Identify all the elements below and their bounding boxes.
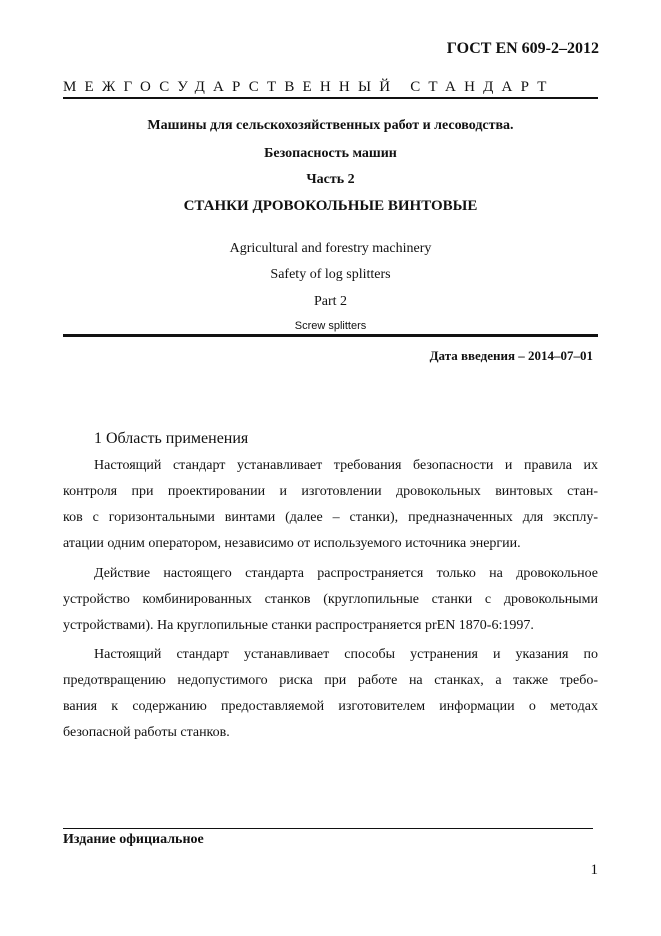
edition-label: Издание официальное (63, 832, 204, 847)
paragraph-line: безопасной работы станков. (63, 725, 230, 740)
paragraph-line: вания к содержанию предоставляемой изготовителем информации о методах (63, 699, 598, 714)
paragraph-3 (63, 642, 598, 746)
title-en-line-4: Screw splitters (294, 320, 367, 332)
paragraph-line: атации одним оператором, независимо от используемого источника энергии. (63, 536, 521, 551)
paragraph-line: устройствами). На круглопильные станки распространяется prEN 1870-6:1997. (63, 618, 534, 633)
footnote-divider (63, 828, 593, 829)
section-heading: 1 Область применения (94, 430, 249, 447)
title-ru-line-3: Часть 2 (306, 172, 355, 187)
title-ru-line-2: Безопасность машин (264, 146, 397, 161)
title-ru-line-4: СТАНКИ ДРОВОКОЛЬНЫЕ ВИНТОВЫЕ (183, 198, 478, 214)
page-number: 1 (590, 862, 598, 878)
document-number: ГОСТ EN 609-2–2012 (446, 40, 599, 57)
paragraph-2 (63, 561, 598, 639)
paragraph-line: Настоящий стандарт устанавливает требования безопасности и правила их (94, 458, 598, 473)
paragraph-line: предотвращению недопустимого риска при работе на станках, а также требо- (63, 673, 598, 688)
paragraph-line: Действие настоящего стандарта распространяется только на дровокольное (94, 566, 598, 581)
paragraph-1 (63, 453, 598, 557)
title-ru-line-1: Машины для сельскохозяйственных работ и лесоводства. (147, 118, 514, 133)
title-en-line-2: Safety of log splitters (270, 267, 391, 282)
paragraph-line: Настоящий стандарт устанавливает способы устранения и указания по (94, 647, 598, 662)
intro-date: Дата введения – 2014–07–01 (429, 348, 593, 363)
title-en-line-1: Agricultural and forestry machinery (229, 241, 432, 256)
paragraph-line: контроля при проектировании и изготовлении дровокольных винтовых стан- (63, 484, 598, 499)
paragraph-line: ков с горизонтальными винтами (далее – станки), предназначенных для эксплу- (63, 510, 598, 525)
title-en-line-3: Part 2 (313, 294, 348, 309)
paragraph-line: устройство комбинированных станков (круглопильные станки с дровокольными (63, 592, 598, 607)
title-divider (63, 334, 598, 337)
standard-title: МЕЖГОСУДАРСТВЕННЫЙ СТАНДАРТ (63, 78, 598, 99)
